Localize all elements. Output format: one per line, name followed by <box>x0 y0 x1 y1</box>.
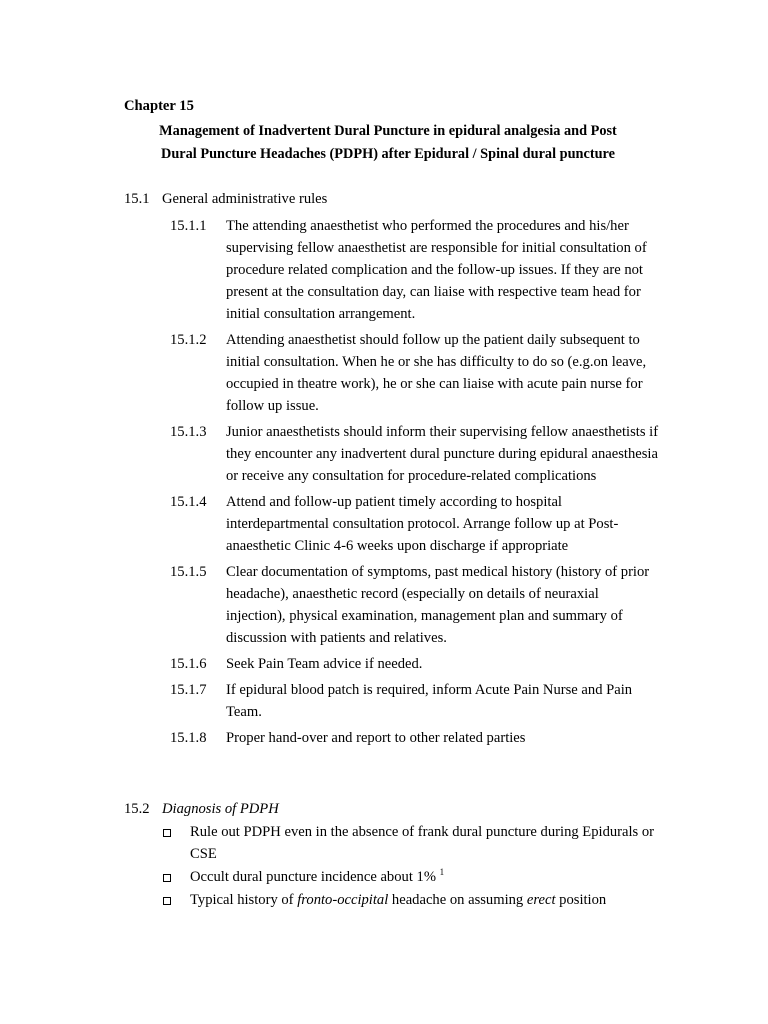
rule-item <box>170 561 660 649</box>
section-number: 15.1 <box>124 191 150 207</box>
administrative-rules-list <box>170 215 660 753</box>
rule-text: Attending anaesthetist should follow up the patient daily subsequent to initial consultation. When he or she has difficulty to do so (e.g.on leave, occupied in theatre work), he or she can liaise with acute pain nurse for follow up issue. <box>226 332 647 414</box>
rule-text: Clear documentation of symptoms, past medical history (history of prior headache), anaesthetic record (especially on details of neuraxial injection), physical examination, management plan and summary of discussion with patients and relatives. <box>226 564 650 646</box>
section-title: General administrative rules <box>162 191 328 207</box>
rule-number: 15.1.1 <box>170 218 207 234</box>
bullet-text: Rule out PDPH even in the absence of frank dural puncture during Epidurals or CSE <box>190 824 655 862</box>
diagnosis-bullet-list <box>160 821 660 912</box>
italic-term: fronto-occipital <box>297 892 389 908</box>
rule-text: Proper hand-over and report to other related parties <box>226 730 526 746</box>
list-item <box>160 866 660 888</box>
rule-number: 15.1.4 <box>170 494 207 510</box>
rule-item <box>170 215 660 325</box>
rule-item <box>170 329 660 417</box>
rule-item <box>170 727 660 749</box>
rule-text: Attend and follow-up patient timely according to hospital interdepartmental consultation protocol. Arrange follow up at Post-anaesthetic Clinic 4-6 weeks upon discharge if appropriate <box>226 494 619 554</box>
rule-item <box>170 653 660 675</box>
italic-term: erect <box>526 892 556 908</box>
section-number: 15.2 <box>124 801 150 817</box>
rule-item <box>170 421 660 487</box>
section-title: Diagnosis of PDPH <box>162 801 279 817</box>
checkbox-bullet-icon <box>163 897 171 905</box>
bullet-text: Occult dural puncture incidence about 1% <box>190 869 436 885</box>
rule-number: 15.1.8 <box>170 730 207 746</box>
rule-number: 15.1.3 <box>170 424 207 440</box>
rule-item <box>170 679 660 723</box>
section-heading-15-1 <box>124 190 327 208</box>
chapter-title-line-1: Management of Inadvertent Dural Puncture in epidural analgesia and Post <box>159 123 617 139</box>
chapter-title-line-2: Dural Puncture Headaches (PDPH) after Epidural / Spinal dural puncture <box>161 146 615 162</box>
rule-text: If epidural blood patch is required, inform Acute Pain Nurse and Pain Team. <box>226 682 633 720</box>
list-item <box>160 821 660 865</box>
bullet-text-part: Typical history of <box>190 892 294 908</box>
rule-text: Junior anaesthetists should inform their supervising fellow anaesthetists if they encounter any inadvertent dural puncture during epidural anaesthesia or receive any consultation for procedure-related complications <box>226 424 659 484</box>
checkbox-bullet-icon <box>163 874 171 882</box>
rule-item <box>170 491 660 557</box>
checkbox-bullet-icon <box>163 829 171 837</box>
chapter-title <box>124 120 652 166</box>
list-item <box>160 889 660 911</box>
chapter-heading: Chapter 15 <box>124 98 194 114</box>
rule-number: 15.1.2 <box>170 332 207 348</box>
rule-number: 15.1.6 <box>170 656 207 672</box>
bullet-text-part: position <box>559 892 607 908</box>
bullet-text-part: headache on assuming <box>391 892 524 908</box>
rule-number: 15.1.7 <box>170 682 207 698</box>
rule-text: The attending anaesthetist who performed the procedures and his/her supervising fellow anaesthetist are responsible for initial consultation of procedure related complication and the follow-up issues. If they are not present at the consultation day, can liaise with respective team head for initial consultation arrangement. <box>226 218 647 322</box>
section-heading-15-2 <box>124 800 279 818</box>
rule-text: Seek Pain Team advice if needed. <box>226 656 423 672</box>
reference-superscript: 1 <box>439 867 445 877</box>
rule-number: 15.1.5 <box>170 564 207 580</box>
